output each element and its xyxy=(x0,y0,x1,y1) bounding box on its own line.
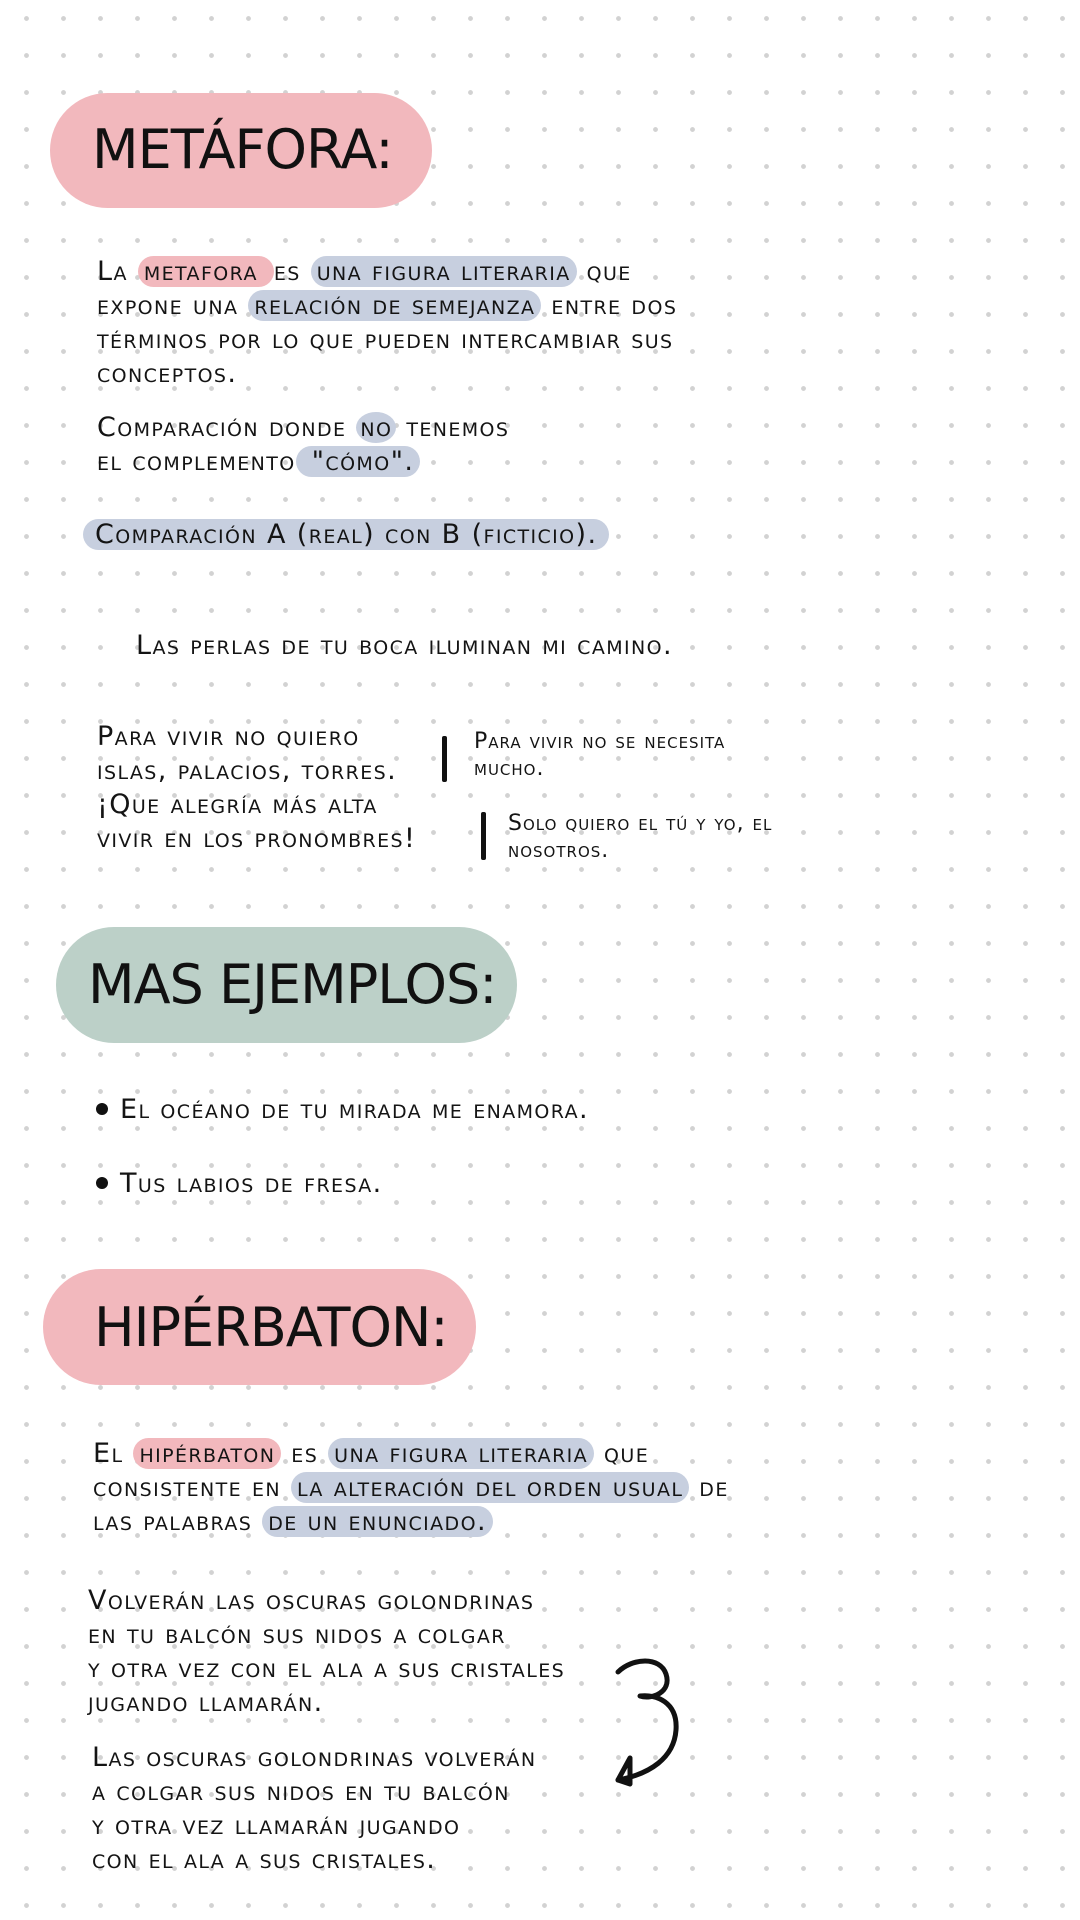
hiperbaton-def-line-3: las palabras de un enunciado. xyxy=(93,1505,729,1539)
note-divider-1 xyxy=(442,736,447,782)
poem-line-4: vivir en los pronombres! xyxy=(97,823,417,854)
verse-line: Las oscuras golondrinas volverán xyxy=(92,1742,537,1773)
verse-line: jugando llamarán. xyxy=(88,1687,324,1718)
highlight-figura-literaria: una figura literaria xyxy=(328,1438,594,1469)
metafora-comp-line-2: el complemento "cómo". xyxy=(97,445,509,479)
hiperbaton-def-line-1: El hipérbaton es una figura literaria que xyxy=(93,1438,650,1469)
list-item: El océano de tu mirada me enamora. xyxy=(96,1093,589,1127)
poem-line-2: islas, palacios, torres. xyxy=(97,755,398,786)
metafora-poem xyxy=(97,720,416,856)
verse-line: con el ala a sus cristales. xyxy=(92,1844,437,1875)
list-item: Tus labios de fresa. xyxy=(96,1167,589,1201)
metafora-example-1: Las perlas de tu boca iluminan mi camino. xyxy=(136,630,673,661)
metafora-heading: METÁFORA: xyxy=(92,118,393,181)
highlight-relacion-semejanza: relación de semejanza xyxy=(248,290,541,321)
metafora-definition xyxy=(97,255,677,391)
hiperbaton-verse-2 xyxy=(92,1741,537,1877)
verse-line: y otra vez llamarán jugando xyxy=(92,1810,461,1841)
note-divider-2 xyxy=(481,812,486,860)
verse-line: Volverán las oscuras golondrinas xyxy=(88,1585,535,1616)
metafora-note-2: Solo quiero el tú y yo, el nosotros. xyxy=(508,811,773,863)
mas-ejemplos-heading: MAS EJEMPLOS: xyxy=(88,953,497,1016)
highlight-enunciado: de un enunciado. xyxy=(262,1506,493,1537)
metafora-def-line-1: La metafora es una figura literaria que xyxy=(97,256,632,287)
metafora-note-1: Para vivir no se necesita mucho. xyxy=(474,729,726,781)
metafora-def-line-2: expone una relación de semejanza entre dos xyxy=(97,290,678,321)
highlight-figura-literaria: una figura literaria xyxy=(311,256,577,287)
bullet-icon xyxy=(96,1177,108,1189)
metafora-comp-line-1: Comparación donde no tenemos xyxy=(97,412,510,443)
bullet-icon xyxy=(96,1103,108,1115)
hiperbaton-verse-1 xyxy=(88,1584,565,1720)
highlight-metafora: metafora xyxy=(138,256,274,287)
curved-arrow-icon xyxy=(600,1650,700,1790)
metafora-comparison-ab: Comparación A (real) con B (ficticio). xyxy=(83,518,609,552)
highlight-hiperbaton: hipérbaton xyxy=(133,1438,281,1469)
poem-line-3: ¡Que alegría más alta xyxy=(97,789,378,820)
highlight-no: no xyxy=(356,412,396,443)
mas-ejemplos-list xyxy=(96,1093,589,1201)
metafora-comparison xyxy=(97,411,509,479)
hiperbaton-heading: HIPÉRBATON: xyxy=(94,1296,448,1359)
verse-line: y otra vez con el ala a sus cristales xyxy=(88,1653,566,1684)
highlight-como: "cómo". xyxy=(296,446,421,477)
metafora-def-line-4: conceptos. xyxy=(97,358,238,389)
poem-line-1: Para vivir no quiero xyxy=(97,721,360,752)
metafora-def-line-3: términos por lo que pueden intercambiar sus xyxy=(97,324,674,355)
hiperbaton-def-line-2: consistente en la alteración del orden usual de xyxy=(93,1472,729,1503)
highlight-alteracion-orden: la alteración del orden usual xyxy=(291,1472,689,1503)
verse-line: en tu balcón sus nidos a colgar xyxy=(88,1619,506,1650)
verse-line: a colgar sus nidos en tu balcón xyxy=(92,1776,510,1807)
hiperbaton-definition xyxy=(93,1437,729,1539)
